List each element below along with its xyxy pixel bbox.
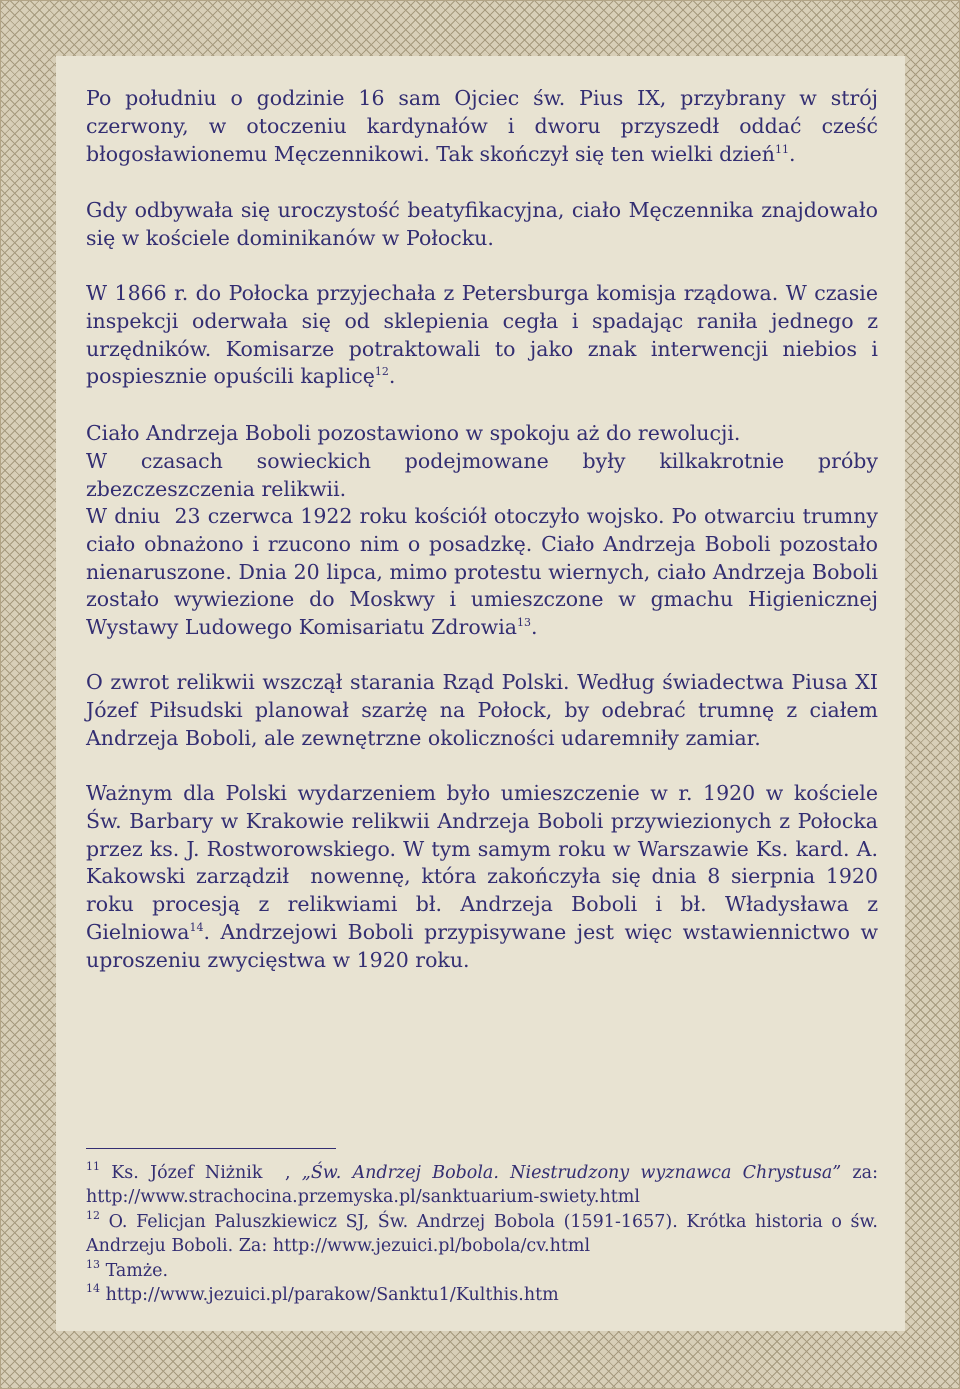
footnote-13 bbox=[86, 1259, 878, 1283]
paragraph-1 bbox=[86, 85, 885, 168]
footnote-ref-14: 14 bbox=[189, 920, 204, 934]
footnote-number: 11 bbox=[86, 1160, 100, 1173]
paragraph-3-text: W 1866 r. do Połocka przyjechała z Petersburga komisja rządowa. W czasie inspekcji oderwała się od sklepienia cegła i spadając raniła jednego z urzędników. Komisarze potraktowali to jako znak interwencji niebios i pospiesznie opuścili kaplicę bbox=[86, 281, 885, 389]
paragraph-3-tail: . bbox=[388, 364, 396, 389]
footnote-11 bbox=[86, 1160, 884, 1209]
paragraph-1-tail: . bbox=[788, 141, 796, 166]
paragraph-2-text: Gdy odbywała się uroczystość beatyfikacyjna, ciało Męczennika znajdowało się w kościele dominikanów w Połocku. bbox=[86, 198, 885, 250]
paragraph-7 bbox=[86, 669, 885, 752]
paragraph-8-text: Ważnym dla Polski wydarzeniem było umieszczenie w r. 1920 w kościele Św. Barbary w Krakowie relikwii Andrzeja Boboli przywiezionych z Połocka przez ks. J. Rostworowskiego. W tym samym roku w Warszawie Ks. kard. A. Kakowski zarządził nowennę, która zakończyła się dnia 8 sierpnia 1920 roku procesją z relikwiami bł. Andrzeja Boboli i bł. Władysława z Gielniowa bbox=[86, 781, 885, 944]
paragraph-2 bbox=[86, 197, 885, 253]
paragraph-8-tail: . Andrzejowi Boboli przypisywane jest więc wstawiennictwo w uproszeniu zwycięstwa w 1920 roku. bbox=[86, 919, 885, 972]
footnote-number: 14 bbox=[86, 1282, 100, 1295]
paragraph-5 bbox=[86, 448, 885, 504]
paragraph-4-text: Ciało Andrzeja Boboli pozostawiono w spokoju aż do rewolucji. bbox=[86, 421, 741, 445]
footnote-11-source: za: http://www.strachocina.przemyska.pl/sanktuarium-swiety.html bbox=[86, 1163, 884, 1207]
footnote-13-text: Tamże. bbox=[100, 1261, 169, 1281]
footnote-number: 12 bbox=[86, 1209, 100, 1222]
footnote-14-text: http://www.jezuici.pl/parakow/Sanktu1/Kulthis.htm bbox=[100, 1285, 559, 1305]
footnote-11-title: „Św. Andrzej Bobola. Niestrudzony wyznawca Chrystusa” bbox=[301, 1163, 842, 1183]
paragraph-6-tail: . bbox=[530, 615, 538, 640]
document-page bbox=[56, 56, 905, 1331]
paragraph-5-text: W czasach sowieckich podejmowane były kilkakrotnie próby zbezczeszczenia relikwii. bbox=[86, 449, 885, 501]
paragraph-4 bbox=[86, 420, 878, 448]
footnote-ref-12: 12 bbox=[374, 365, 389, 379]
footnote-14 bbox=[86, 1283, 878, 1307]
paragraph-3 bbox=[86, 280, 885, 391]
paragraph-6 bbox=[86, 503, 885, 642]
footnote-ref-11: 11 bbox=[774, 142, 789, 156]
footnote-ref-13: 13 bbox=[516, 616, 531, 630]
footnote-separator bbox=[86, 1148, 336, 1149]
footnote-number: 13 bbox=[86, 1258, 100, 1271]
paragraph-8 bbox=[86, 780, 885, 975]
footnote-11-text: Ks. Józef Niżnik , bbox=[100, 1163, 302, 1183]
paragraph-7-text: O zwrot relikwii wszczął starania Rząd Polski. Według świadectwa Piusa XI Józef Piłsudski planował szarżę na Połock, by odebrać trumnę z ciałem Andrzeja Boboli, ale zewnętrzne okoliczności udaremniły zamiar. bbox=[86, 670, 885, 750]
footnote-12 bbox=[86, 1209, 884, 1258]
paragraph-1-text: Po południu o godzinie 16 sam Ojciec św. Pius IX, przybrany w strój czerwony, w otoczeniu kardynałów i dworu przyszedł oddać cześć błogosławionemu Męczennikowi. Tak skończył się ten wielki dzień bbox=[86, 86, 885, 166]
paragraph-6-text: W dniu 23 czerwca 1922 roku kościół otoczyło wojsko. Po otwarciu trumny ciało obnażono i rzucono nim o posadzkę. Ciało Andrzeja Boboli pozostało nienaruszone. Dnia 20 lipca, mimo protestu wiernych, ciało Andrzeja Boboli zostało wywiezione do Moskwy i umieszczone w gmachu Higienicznej Wystawy Ludowego Komisariatu Zdrowia bbox=[86, 504, 885, 640]
footnote-12-text: O. Felicjan Paluszkiewicz SJ, Św. Andrzej Bobola (1591-1657). Krótka historia o św. Andrzeju Boboli. Za: http://www.jezuici.pl/bobola/cv.html bbox=[86, 1212, 884, 1256]
